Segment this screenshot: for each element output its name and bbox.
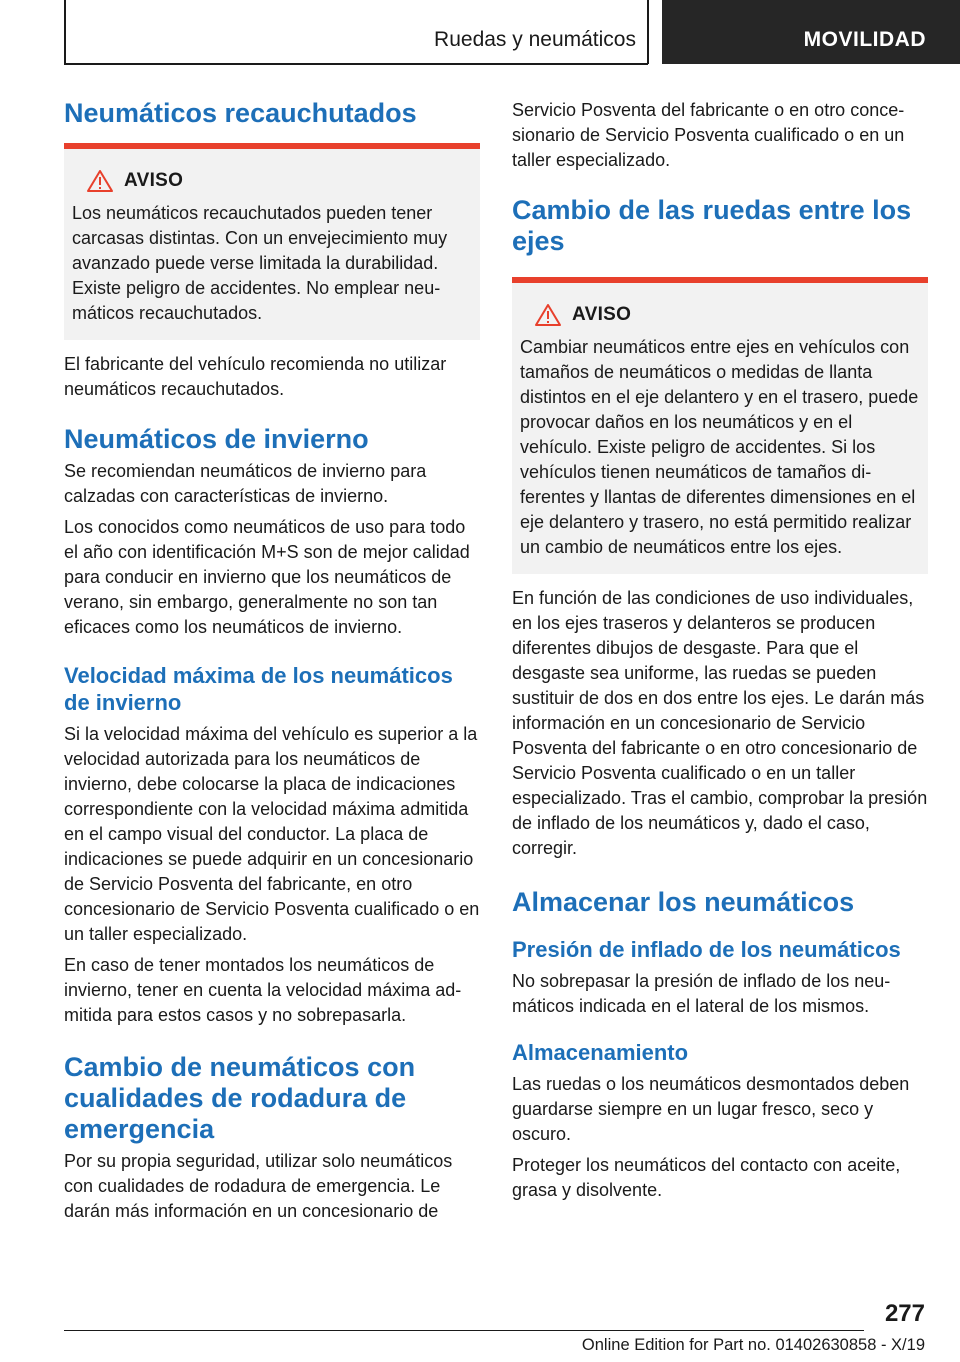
warning-header xyxy=(86,169,472,193)
warning-triangle-icon xyxy=(86,169,114,193)
warning-title: AVISO xyxy=(124,170,184,191)
heading-runflat-tires: Cambio de neumáticos con cualidades de rodadura de emergencia xyxy=(64,1052,416,1144)
paragraph-storage-2: Proteger los neumáticos del contacto con aceite, grasa y disolvente. xyxy=(512,1155,901,1200)
header-left-rule xyxy=(64,0,66,64)
left-column xyxy=(64,98,480,1230)
paragraph-retread: El fabricante del vehículo recomienda no utilizar neumáticos recauchutados. xyxy=(64,354,447,399)
heading-storage: Almacenamiento xyxy=(512,1040,689,1065)
footer-rule xyxy=(64,1330,864,1331)
heading-winter-speed: Velocidad máxima de los neumáticos de invierno xyxy=(64,663,453,715)
paragraph-runflat: Por su propia seguridad, utilizar solo neumáticos con cualidades de rodadura de emergencia. Le darán más información en un concesionario de xyxy=(64,1151,453,1221)
warning-triangle-icon xyxy=(534,303,562,327)
paragraph-continued: Servicio Posventa del fabricante o en otro concesionario de Servicio Posventa cualificado o en un taller especializado. xyxy=(512,100,905,170)
header-separator xyxy=(647,0,649,64)
right-column xyxy=(512,98,928,1209)
header-section-title: Ruedas y neumáticos xyxy=(434,28,636,51)
page-number: 277 xyxy=(884,1300,925,1327)
warning-text: Los neumáticos recauchutados pueden tener carcasas distintas. Con un envejecimiento muy avanzado puede verse limitada la durabilidad. Existe peligro de accidentes. No emplear neumáticos recauchutados. xyxy=(72,203,448,323)
warning-title: AVISO xyxy=(572,304,632,325)
heading-axle-swap: Cambio de las ruedas entre los ejes xyxy=(512,195,912,256)
warning-header xyxy=(534,303,920,327)
header-chapter-tab xyxy=(662,0,960,64)
paragraph-speed-1: Si la velocidad máxima del vehículo es superior a la velocidad autorizada para los neumáticos de invierno, debe colocarse la placa de indicaciones correspondiente con la velocidad máxima admitida en el campo visual del conductor. La placa de indicaciones se puede adquirir en un concesionario de Servicio Posventa del fabricante, en otro concesionario de Servicio Posventa cualificado o en un taller especializado. xyxy=(64,724,480,944)
warning-box-retread xyxy=(64,143,480,340)
chapter-label: MOVILIDAD xyxy=(803,28,926,51)
warning-text: Cambiar neumáticos entre ejes en vehículos con tamaños de neumáticos o medidas de llanta distintos en el eje delantero y en el trasero, puede provocar daños en los neumáticos y en el vehículo. Existe peligro de accidentes. Si los vehículos tienen neumáticos de tamaños diferentes y llantas de diferentes dimensiones en el eje delantero y trasero, no está permitido realizar un cambio de neumáticos entre los ejes. xyxy=(520,337,919,557)
warning-box-axle-swap xyxy=(512,277,928,574)
heading-retreaded-tires: Neumáticos recauchutados xyxy=(64,98,417,128)
heading-winter-tires: Neumáticos de invierno xyxy=(64,424,369,454)
heading-store-tires: Almacenar los neumáticos xyxy=(512,887,855,917)
header-bottom-rule xyxy=(64,63,648,65)
paragraph-axle-swap: En función de las condiciones de uso individuales, en los ejes traseros y delanteros se producen diferentes dibujos de desgaste. Para que el desgaste sea uniforme, las ruedas se pueden sustituir de dos en dos entre los ejes. Le darán más información en un concesionario de Servicio Posventa del fabricante o en otro concesionario de Servicio Posventa cualificado o en un taller especializado. Tras el cambio, comprobar la presión de inflado de los neumáticos y, dado el caso, corregir. xyxy=(512,588,928,858)
paragraph-pressure: No sobrepasar la presión de inflado de los neumáticos indicada en el lateral de los mismos. xyxy=(512,971,891,1016)
paragraph-winter-1: Se recomiendan neumáticos de invierno para calzadas con características de invierno. xyxy=(64,461,427,506)
footer-edition: Online Edition for Part no. 01402630858 - X/19 xyxy=(581,1336,925,1354)
paragraph-speed-2: En caso de tener montados los neumáticos de invierno, tener en cuenta la velocidad máxima admitida para estos casos y no sobrepasarla. xyxy=(64,955,462,1025)
paragraph-storage-1: Las ruedas o los neumáticos desmontados deben guardarse siempre en un lugar fresco, seco y oscuro. xyxy=(512,1074,910,1144)
paragraph-winter-2: Los conocidos como neumáticos de uso para todo el año con identificación M+S son de mejor calidad para conducir en invierno que los neumáticos de verano, sin embargo, generalmente no son tan eficaces como los neumáticos de invierno. xyxy=(64,517,470,637)
heading-inflation-pressure: Presión de inflado de los neumáticos xyxy=(512,937,901,962)
